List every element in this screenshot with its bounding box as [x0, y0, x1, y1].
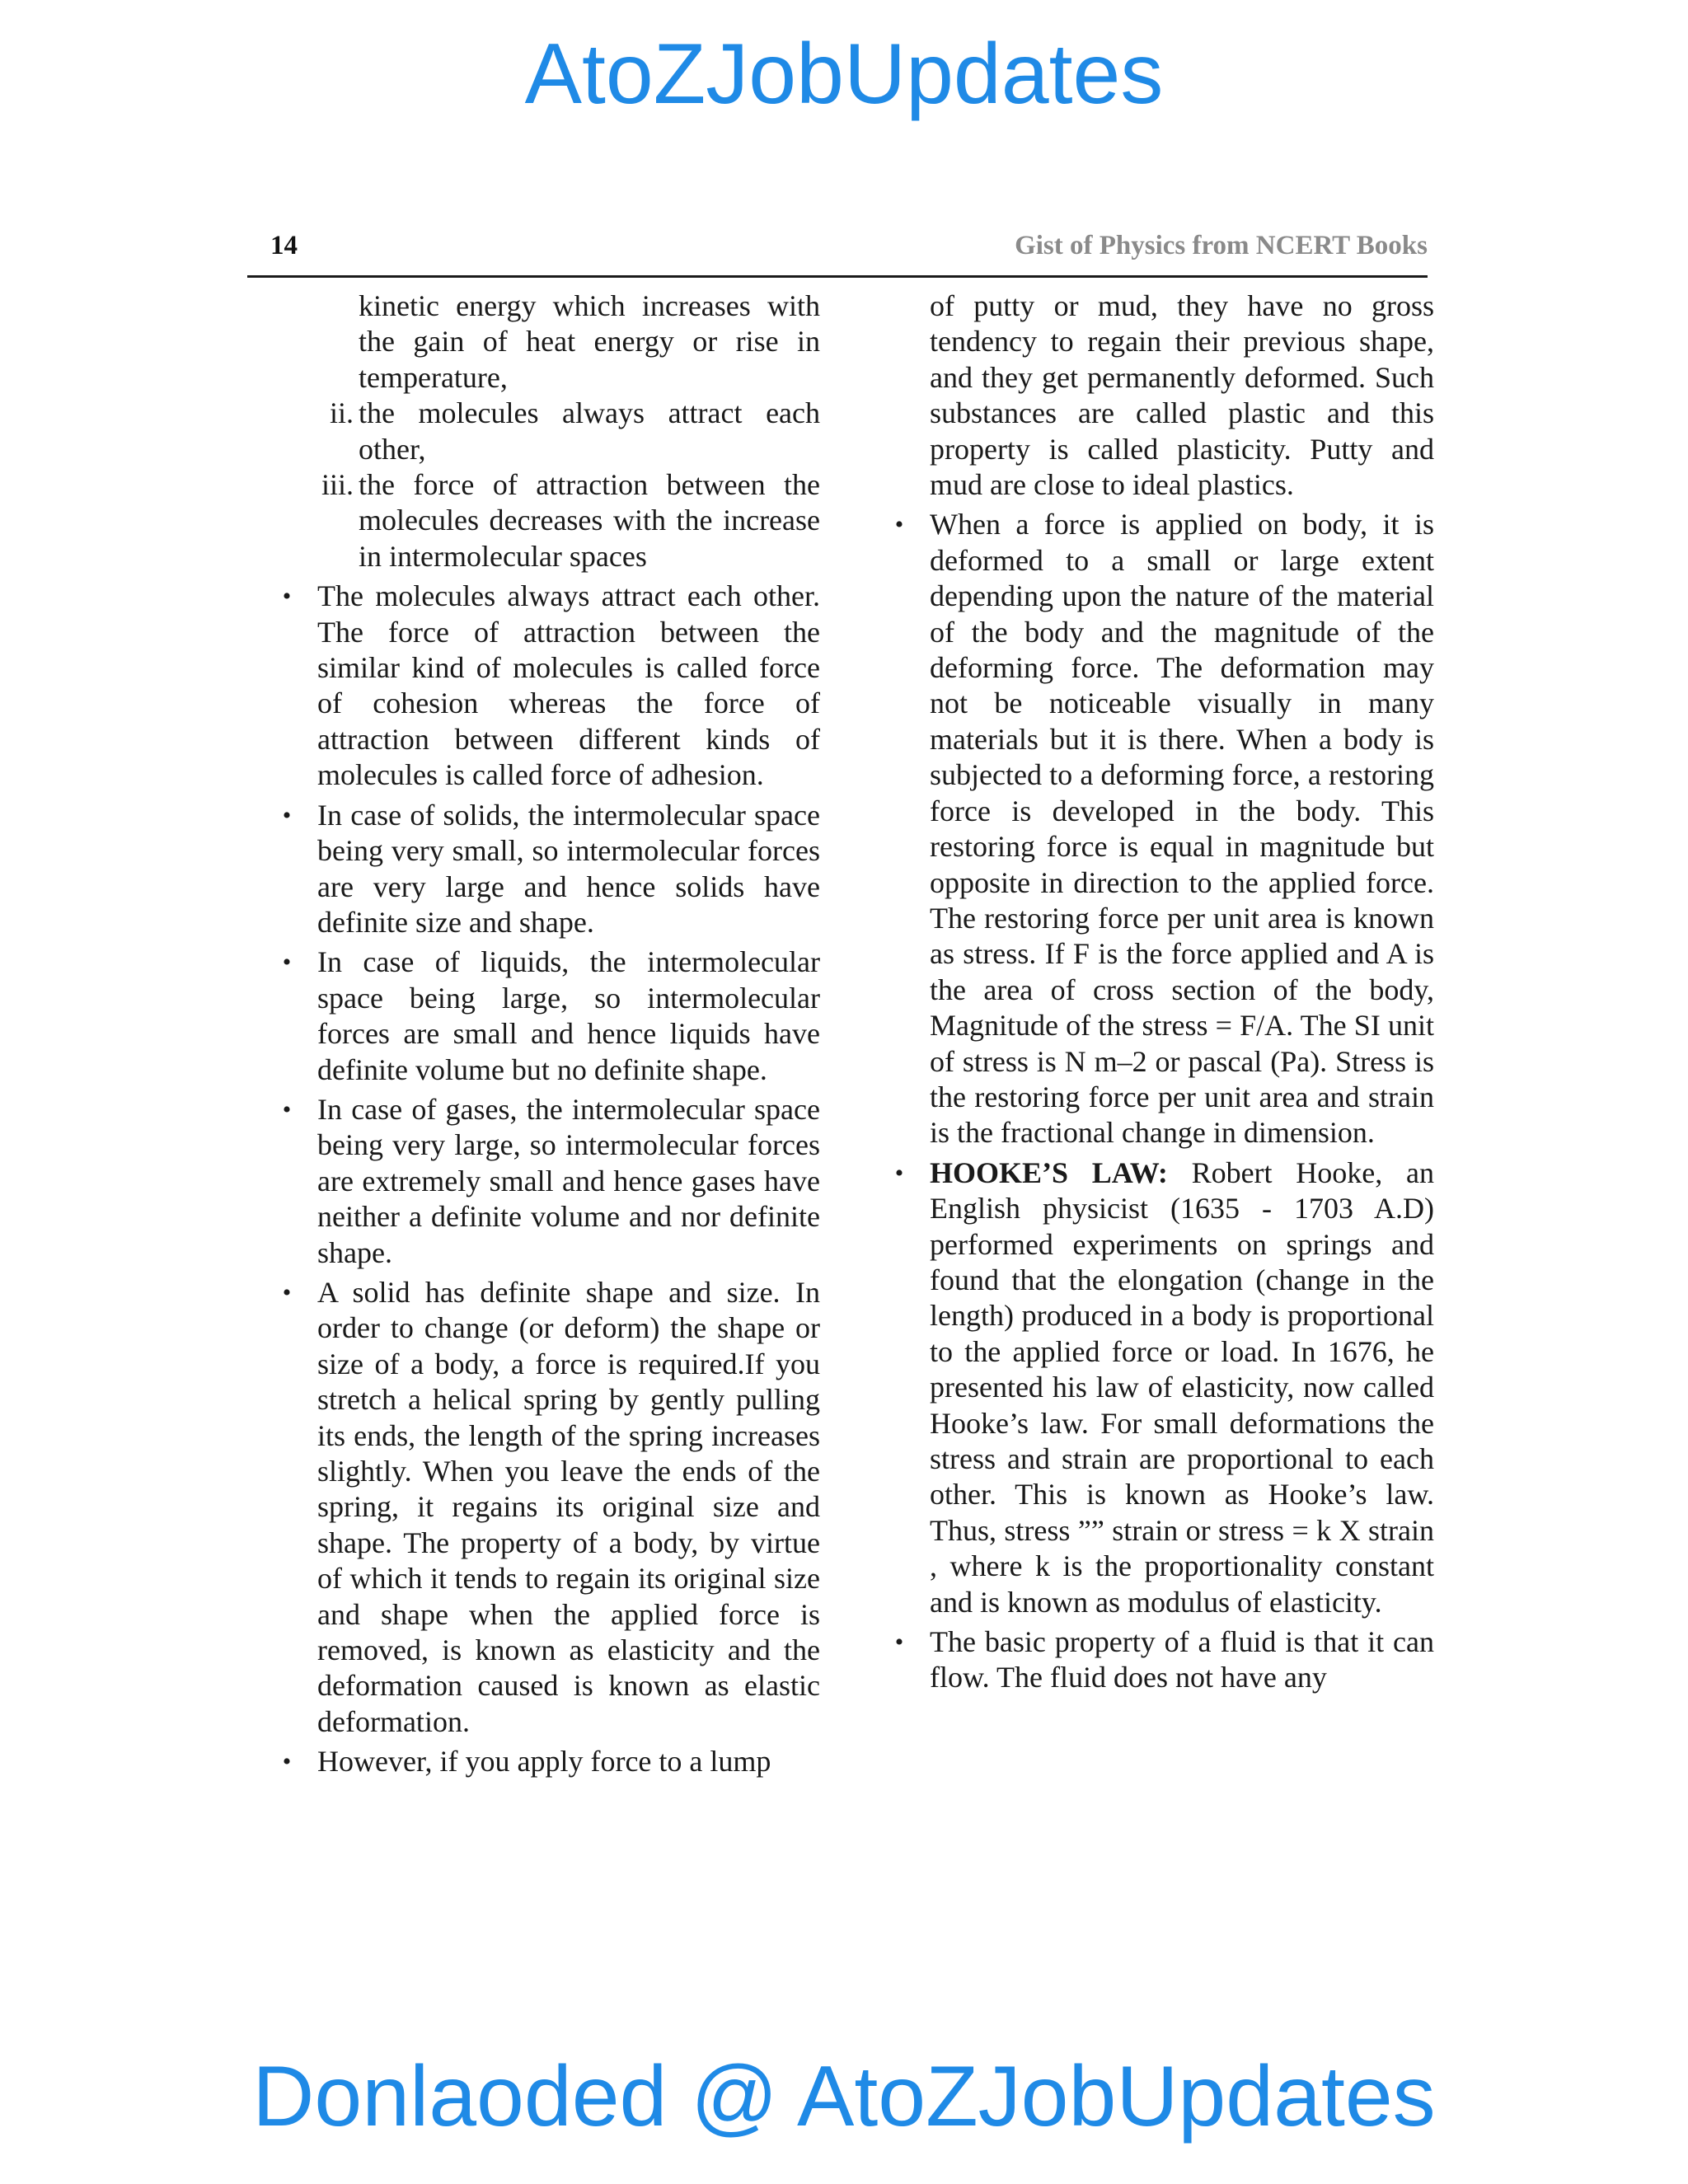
bullet-item-elasticity [282, 1275, 820, 1740]
bullet-item-hookes-law [894, 1155, 1434, 1620]
list-item-text: the force of attraction between the molecules decreases with the increase in intermolecular spaces [359, 468, 820, 573]
bullet-icon: • [282, 1278, 292, 1306]
bullet-text: In case of solids, the intermolecular space being very small, so intermolecular forces are very large and hence solids have definite size and shape. [317, 798, 820, 939]
bullet-icon: • [282, 949, 292, 977]
bullet-icon: • [282, 583, 292, 611]
bullet-item-liquids [282, 944, 820, 1088]
bullet-text: The molecules always attract each other. The force of attraction between the similar kind of molecules is called force of cohesion whereas the force of attraction between different kinds of molecules is called force of adhesion. [317, 579, 820, 792]
bullet-text: When a force is applied on body, it is deformed to a small or large extent depending upon the nature of the material of the body and the magnitude of the deforming force. The deformation may not be noticeable visually in many materials but it is there. When a body is subjected to a deforming force, a restoring force is developed in the body. This restoring force is equal in magnitude but opposite in direction to the applied force. The restoring force per unit area is known as stress. If F is the force applied and A is the area of cross section of the body, Magnitude of the stress = F/A. The SI unit of stress is N m–2 or pascal (Pa). Stress is the restoring force per unit area and strain is the fractional change in dimension. [930, 508, 1434, 1150]
watermark-bottom: Donlaoded @ AtoZJobUpdates [252, 2049, 1436, 2144]
list-item-text: the molecules always attract each other, [359, 396, 820, 466]
watermark-top: AtoZJobUpdates [524, 26, 1164, 122]
left-column [282, 288, 820, 1784]
page-number: 14 [270, 231, 298, 260]
bullet-icon: • [894, 1159, 904, 1187]
bullet-item-plasticity-start [282, 1744, 820, 1779]
hookes-law-text: Robert Hooke, an English physicist (1635 - 1703 A.D) performed experiments on springs and found that the elongation (change in the length) produced in a body is proportional to the applied force or load. In 1676, he presented his law of elasticity, now called Hooke’s law. For small deformations the stress and strain are proportional to each other. This is known as Hooke’s law. Thus, stress ”” strain or stress = k X strain , where k is the proportionality constant and is known as modulus of elasticity. [930, 1155, 1434, 1619]
list-item-ii [317, 396, 820, 467]
bullet-text: In case of gases, the intermolecular space being very large, so intermolecular forces are extremely small and hence gases have neither a definite volume and nor definite shape. [317, 1092, 820, 1269]
page-header [247, 231, 1428, 278]
bullet-item-fluid [894, 1624, 1434, 1696]
bullet-item-stress [894, 507, 1434, 1151]
running-title: Gist of Physics from NCERT Books [1015, 231, 1428, 260]
bullet-icon: • [282, 1748, 292, 1776]
list-marker: ii. [329, 396, 354, 430]
bullet-item-cohesion [282, 579, 820, 793]
bullet-icon: • [894, 1629, 904, 1657]
list-item-iii [317, 467, 820, 574]
plasticity-continuation: of putty or mud, they have no gross tendency to regain their previous shape, and they get permanently deformed. Such substances are called plastic and this property is called plasticity. Putty and mud are close to ideal plastics. [930, 289, 1434, 502]
list-item-i-continuation: kinetic energy which increases with the gain of heat energy or rise in temperature, [359, 289, 820, 394]
bullet-text: However, if you apply force to a lump [317, 1745, 771, 1779]
right-column [894, 288, 1434, 1700]
bullet-icon: • [282, 801, 292, 829]
bullet-icon: • [894, 511, 904, 539]
bullet-text: A solid has definite shape and size. In order to change (or deform) the shape or size of a body, a force is required.If you stretch a helical spring by gently pulling its ends, the length of the spring increases slightly. When you leave the ends of the spring, it regains its original size and shape. The property of a body, by virtue of which it tends to regain its original size and shape when the applied force is removed, is known as elasticity and the deformation caused is known as elastic deformation. [317, 1275, 820, 1738]
bullet-text: The basic property of a fluid is that it can flow. The fluid does not have any [930, 1625, 1434, 1694]
hookes-law-heading: HOOKE’S LAW: [930, 1155, 1168, 1189]
bullet-icon: • [282, 1095, 292, 1123]
list-marker: iii. [321, 468, 354, 502]
bullet-item-solids [282, 798, 820, 941]
bullet-text: In case of liquids, the intermolecular space being large, so intermolecular forces are small and hence liquids have definite volume but no definite shape. [317, 945, 820, 1086]
bullet-item-gases [282, 1092, 820, 1271]
